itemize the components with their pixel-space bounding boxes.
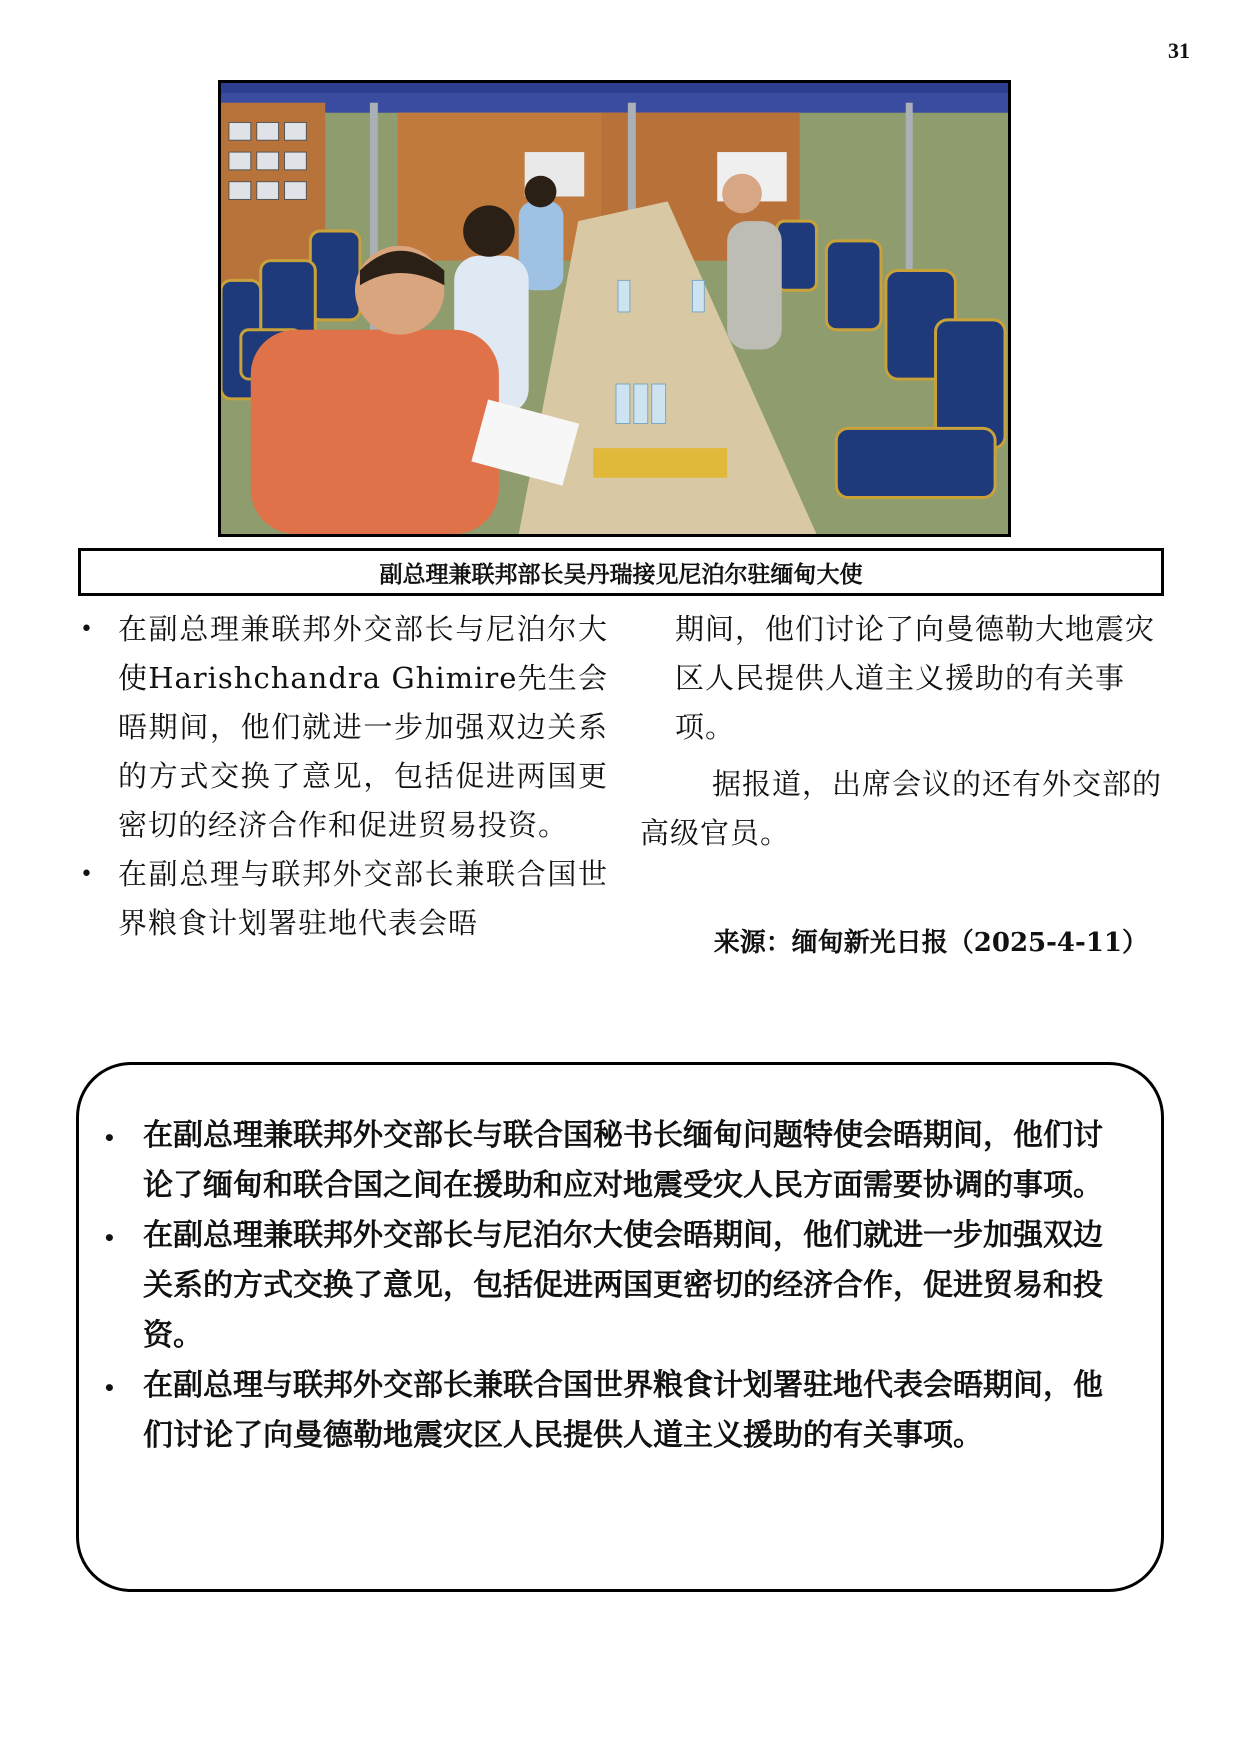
bullet-continuation: 期间，他们讨论了向曼德勒大地震灾区人民提供人道主义援助的有关事项。	[675, 612, 1156, 744]
summary-text: 在副总理兼联邦外交部长与联合国秘书长缅甸问题特使会晤期间，他们讨论了缅甸和联合国之间在援助和应对地震受灾人民方面需要协调的事项。	[143, 1118, 1103, 1203]
bullet-text: 在副总理兼联邦外交部长与尼泊尔大使Harishchandra Ghimire先生会晤期间，他们就进一步加强双边关系的方式交换了意见，包括促进两国更密切的经济合作和促进贸易投资。	[118, 612, 608, 842]
list-item	[78, 605, 608, 850]
summary-item	[101, 1111, 1123, 1211]
bullet-icon: •	[103, 1376, 116, 1400]
bullet-icon: •	[80, 617, 94, 642]
source-line: 来源：缅甸新光日报（2025-4-11）	[713, 928, 1148, 958]
bullet-icon: •	[103, 1226, 116, 1250]
list-item	[78, 850, 608, 948]
photo-caption: 副总理兼联邦部长吴丹瑞接见尼泊尔驻缅甸大使	[78, 548, 1164, 596]
bullet-icon: •	[103, 1126, 116, 1150]
page-number: 31	[1168, 38, 1190, 63]
summary-box	[76, 1062, 1164, 1592]
left-column	[78, 605, 608, 948]
bullet-text: 在副总理与联邦外交部长兼联合国世界粮食计划署驻地代表会晤	[118, 857, 608, 940]
meeting-photo	[218, 80, 1011, 537]
body-paragraph: 据报道，出席会议的还有外交部的高级官员。	[640, 767, 1163, 850]
summary-text: 在副总理兼联邦外交部长与尼泊尔大使会晤期间，他们就进一步加强双边关系的方式交换了意见，包括促进两国更密切的经济合作，促进贸易和投资。	[143, 1218, 1103, 1353]
summary-item	[101, 1211, 1123, 1361]
summary-item	[101, 1361, 1123, 1461]
bullet-icon: •	[80, 862, 94, 887]
summary-text: 在副总理与联邦外交部长兼联合国世界粮食计划署驻地代表会晤期间，他们讨论了向曼德勒地震灾区人民提供人道主义援助的有关事项。	[143, 1368, 1103, 1453]
right-column	[640, 605, 1165, 858]
